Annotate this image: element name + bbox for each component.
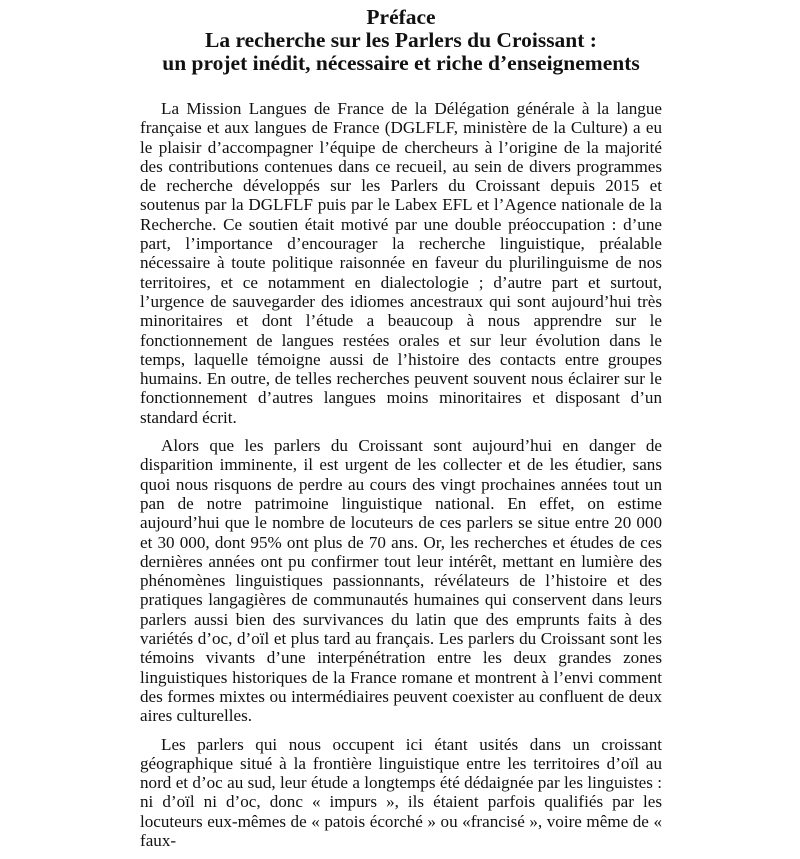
document-page (140, 6, 662, 859)
paragraph-3: Les parlers qui nous occupent ici étant usités dans un croissant géographique situé à la frontière linguistique entre les territoires d’oïl au nord et d’oc au sud, leur étude a longtemps été dédaignée par les linguistes : ni d’oïl ni d’oc, donc « impurs », ils étaient parfois qualifiés par les locuteurs eux-mêmes de « patois écorché » ou «francisé », voire même de « faux- (140, 734, 662, 850)
paragraph-2: Alors que les parlers du Croissant sont aujourd’hui en danger de disparition imminente, il est urgent de les collecter et de les étudier, sans quoi nous risquons de perdre au cours des vingt prochaines années tout un pan de notre patrimoine linguistique national. En effet, on estime aujourd’hui que le nombre de locuteurs de ces parlers se situe entre 20 000 et 30 000, dont 95% ont plus de 70 ans. Or, les recherches et études de ces dernières années ont pu confirmer tout leur intérêt, mettant en lumière des phénomènes linguistiques passionnants, révélateurs de l’histoire et des pratiques langagières de communautés humaines qui conservent dans leurs parlers aussi bien des survivances du latin que des emprunts faits à des variétés d’oc, d’oïl et plus tard au français. Les parlers du Croissant sont les témoins vivants d’une interpénétration entre les deux grandes zones linguistiques historiques de la France romane et montrent à l’envi comment des formes mixtes ou intermédiaires peuvent coexister au confluent de deux aires culturelles. (140, 436, 662, 726)
heading-subtitle-line: un projet inédit, nécessaire et riche d’enseignements (162, 51, 640, 75)
heading-title-line: La recherche sur les Parlers du Croissant : (205, 28, 597, 52)
preface-heading (140, 6, 662, 75)
heading-preface-label: Préface (366, 5, 436, 29)
paragraph-1: La Mission Langues de France de la Délégation générale à la langue française et aux langues de France (DGLFLF, ministère de la Culture) a eu le plaisir d’accompagner l’équipe de chercheurs à l’origine de la majorité des contributions contenues dans ce recueil, au sein de divers programmes de recherche développés sur les Parlers du Croissant depuis 2015 et soutenus par la DGLFLF puis par le Labex EFL et l’Agence nationale de la Recherche. Ce soutien était motivé par une double préoccupation : d’une part, l’importance d’encourager la recherche linguistique, préalable nécessaire à toute politique raisonnée en faveur du plurilinguisme de nos territoires, et ce notamment en dialectologie ; d’autre part et surtout, l’urgence de sauvegarder des idiomes ancestraux qui sont aujourd’hui très minoritaires et dont l’étude a beaucoup à nous apprendre sur le fonctionnement de langues restées orales et sur leur évolution dans le temps, laquelle témoigne aussi de l’histoire des contacts entre groupes humains. En outre, de telles recherches peuvent souvent nous éclairer sur le fonctionnement d’autres langues moins minoritaires et disposant d’un standard écrit. (140, 99, 662, 427)
body-text (140, 99, 662, 850)
